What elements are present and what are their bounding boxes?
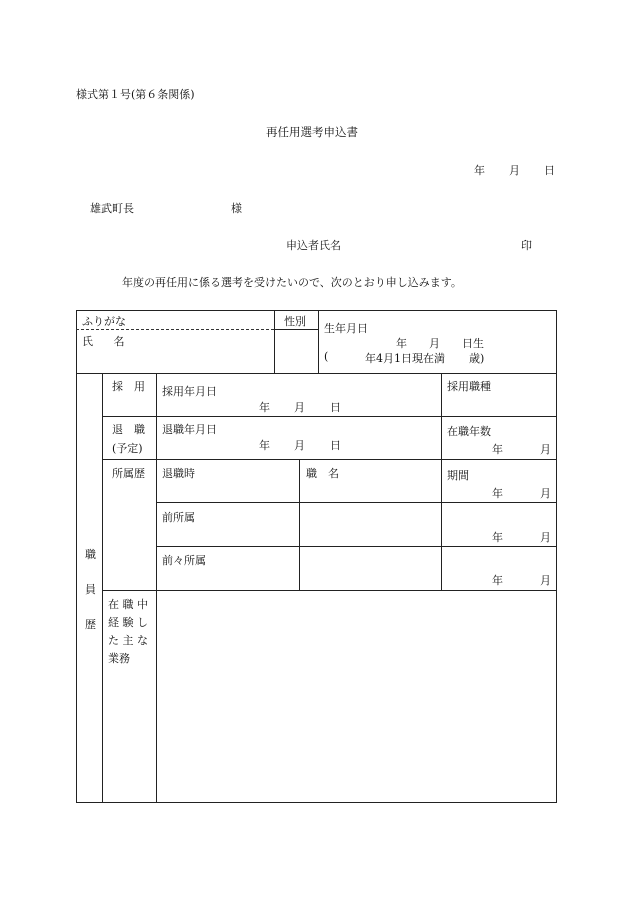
previous-affiliation-label: 前所属 xyxy=(162,511,195,524)
hire-date-month: 月 xyxy=(294,401,305,414)
second-previous-affiliation-label: 前々所属 xyxy=(162,554,206,567)
period-year-2: 年 xyxy=(492,531,503,544)
birthdate-line: 年 月 日生 xyxy=(396,337,484,350)
retire-date-label: 退職年月日 xyxy=(162,423,217,436)
section-label-char2: 員 xyxy=(85,583,96,596)
hire-date-label: 採用年月日 xyxy=(162,385,217,398)
date-year-label: 年 xyxy=(474,164,485,177)
retire-planned-label: (予定) xyxy=(112,442,143,455)
seal-mark: 印 xyxy=(521,239,532,252)
duties-label-line2: 経 験 し xyxy=(108,616,148,629)
section-label-char1: 職 xyxy=(85,548,96,561)
hire-date-year: 年 xyxy=(259,401,270,414)
sex-label: 性別 xyxy=(284,315,306,328)
duties-label-line1: 在 職 中 xyxy=(108,598,148,611)
page-title: 再任用選考申込書 xyxy=(266,125,358,139)
age-open-paren: ( xyxy=(324,350,329,363)
furigana-label: ふりがな xyxy=(82,315,126,328)
years-of-service-month: 月 xyxy=(540,443,551,456)
affiliation-history-label: 所属歴 xyxy=(112,467,145,480)
application-statement: 年度の再任用に係る選考を受けたいので、次のとおり申し込みます。 xyxy=(122,276,462,289)
period-month-1: 月 xyxy=(540,487,551,500)
addressee-name: 雄武町長 xyxy=(90,202,134,215)
hire-position-label: 採用職種 xyxy=(447,380,491,393)
form-number: 様式第１号(第６条関係) xyxy=(76,88,195,101)
years-of-service-year: 年 xyxy=(492,443,503,456)
retire-label: 退 職 xyxy=(112,423,145,436)
date-month-label: 月 xyxy=(509,164,520,177)
period-month-2: 月 xyxy=(540,531,551,544)
name-label: 氏 名 xyxy=(82,335,127,348)
years-of-service-label: 在職年数 xyxy=(447,425,491,438)
period-year-1: 年 xyxy=(492,487,503,500)
period-label: 期間 xyxy=(447,469,469,482)
section-label-char3: 歴 xyxy=(85,618,96,631)
retire-date-month: 月 xyxy=(294,439,305,452)
job-title-label: 職 名 xyxy=(306,467,339,480)
retire-date-day: 日 xyxy=(330,439,341,452)
period-month-3: 月 xyxy=(540,574,551,587)
hire-label: 採 用 xyxy=(112,380,145,393)
age-as-of-text: 年4月1日現在満 xyxy=(365,352,445,365)
age-close: 歳) xyxy=(469,352,485,365)
birthdate-label: 生年月日 xyxy=(324,322,368,335)
affiliation-at-retirement: 退職時 xyxy=(162,467,195,480)
duties-label-line3: た 主 な xyxy=(108,634,148,647)
period-year-3: 年 xyxy=(492,574,503,587)
retire-date-year: 年 xyxy=(259,439,270,452)
duties-label-line4: 業務 xyxy=(108,652,130,665)
applicant-name-label: 申込者氏名 xyxy=(286,239,341,252)
hire-date-day: 日 xyxy=(330,401,341,414)
date-day-label: 日 xyxy=(544,164,555,177)
addressee-honorific: 様 xyxy=(231,202,242,215)
